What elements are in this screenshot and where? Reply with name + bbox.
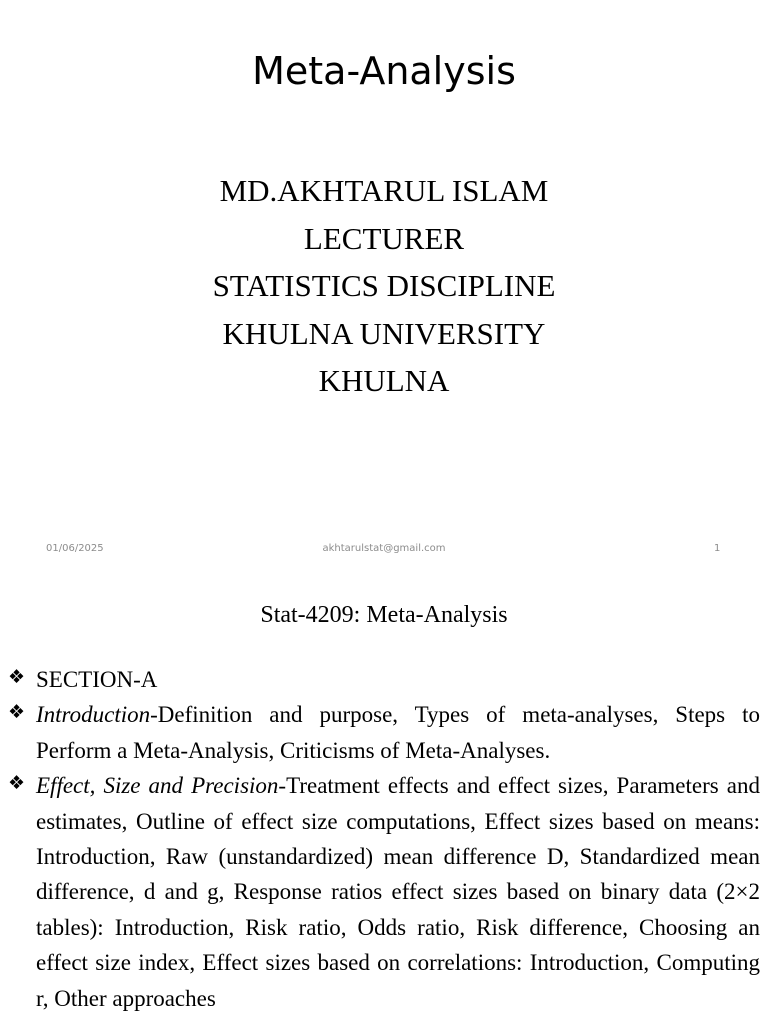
list-item <box>8 768 760 1016</box>
author-name: MD.AKHTARUL ISLAM <box>219 173 549 208</box>
syllabus-slide <box>0 576 768 1024</box>
diamond-bullet-icon: ❖ <box>8 701 26 724</box>
footer-page-number: 1 <box>714 543 721 554</box>
list-item <box>8 697 760 768</box>
footer-email: akhtarulstat@gmail.com <box>322 543 446 554</box>
diamond-bullet-icon: ❖ <box>8 772 26 795</box>
diamond-bullet-icon: ❖ <box>8 666 26 688</box>
author-university: KHULNA UNIVERSITY <box>222 315 546 351</box>
author-info <box>0 167 768 405</box>
footer-date: 01/06/2025 <box>46 543 104 554</box>
author-position: LECTURER <box>303 220 465 256</box>
slide-title: Stat-4209: Meta-Analysis <box>260 602 508 628</box>
bullet-lead: Introduction <box>36 702 151 728</box>
author-department: STATISTICS DISCIPLINE <box>212 268 556 303</box>
author-city: KHULNA <box>318 363 450 398</box>
bullet-list <box>8 662 760 1016</box>
bullet-text: SECTION-A <box>36 667 158 692</box>
list-item <box>8 662 760 697</box>
bullet-text: -Treatment effects and effect sizes, Parameters and estimates, Outline of effect size computations, Effect sizes based on means: Introduction, Raw (unstandardized) mean difference D, Standardized mean difference, d and g, Response ratios effect sizes based on binary data (2×2 tables): Introduction, Risk ratio, Odds ratio, Risk difference, Choosing an effect size index, Effect sizes based on correlations: Introduction, Computing r, Other approaches <box>36 773 760 1011</box>
slide-title: Meta-Analysis <box>252 49 516 93</box>
bullet-text: -Definition and purpose, Types of meta-analyses, Steps to Perform a Meta-Analysis, Criticisms of Meta-Analyses. <box>36 702 760 763</box>
bullet-lead: Effect, Size and Precision <box>36 773 279 799</box>
